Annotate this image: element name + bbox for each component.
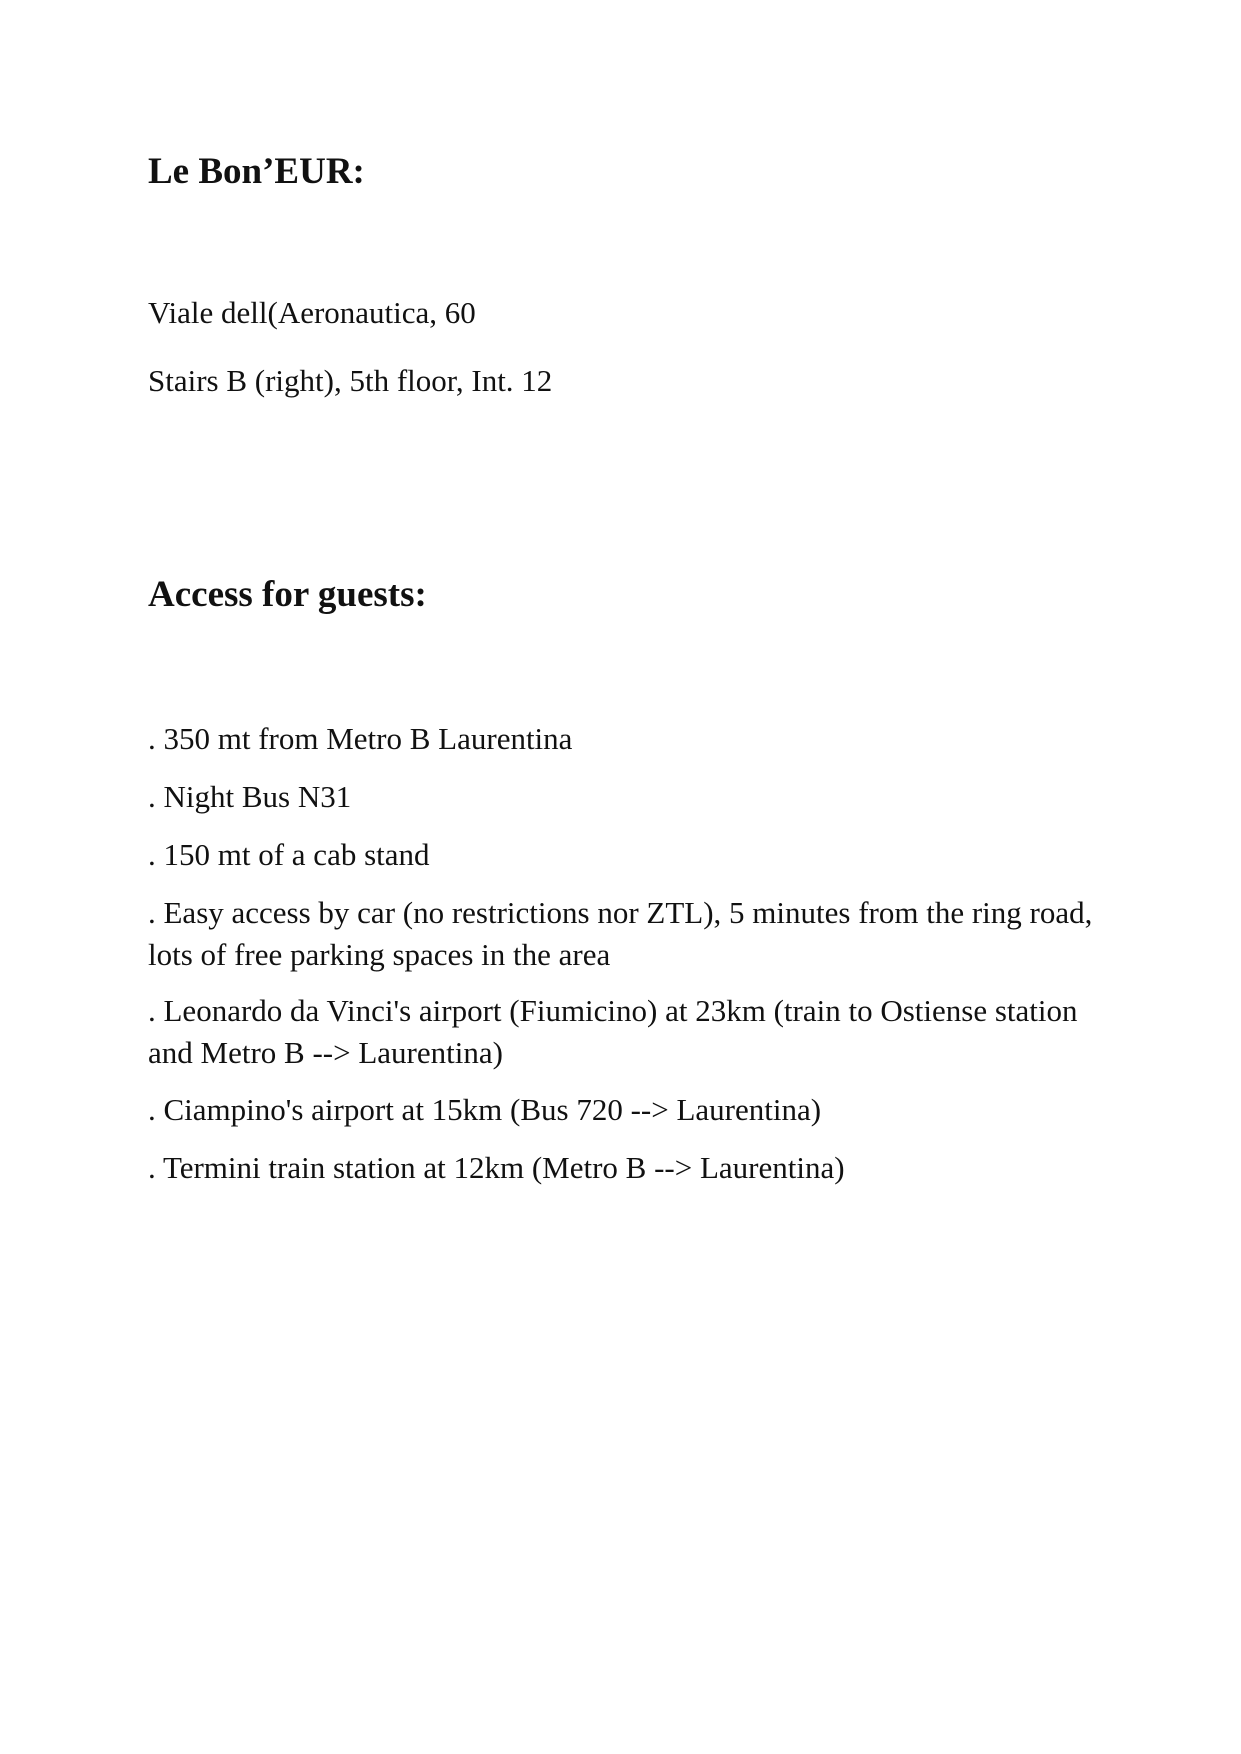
address-street: Viale dell(Aeronautica, 60 <box>148 295 476 330</box>
access-item-metro: . 350 mt from Metro B Laurentina <box>148 721 573 756</box>
access-heading: Access for guests: <box>148 574 427 615</box>
access-item-night-bus: . Night Bus N31 <box>148 779 352 814</box>
page-title: Le Bon’EUR: <box>148 151 365 192</box>
access-item-car: . Easy access by car (no restrictions nor ZTL), 5 minutes from the ring road, lots of free parking spaces in the area <box>148 895 1093 972</box>
access-item-ciampino: . Ciampino's airport at 15km (Bus 720 --> Laurentina) <box>148 1092 822 1127</box>
access-item-fiumicino: . Leonardo da Vinci's airport (Fiumicino) at 23km (train to Ostiense station and Metro B --> Laurentina) <box>148 993 1078 1070</box>
address-details: Stairs B (right), 5th floor, Int. 12 <box>148 363 553 398</box>
access-item-termini: . Termini train station at 12km (Metro B --> Laurentina) <box>148 1150 845 1185</box>
access-item-cab-stand: . 150 mt of a cab stand <box>148 837 430 872</box>
